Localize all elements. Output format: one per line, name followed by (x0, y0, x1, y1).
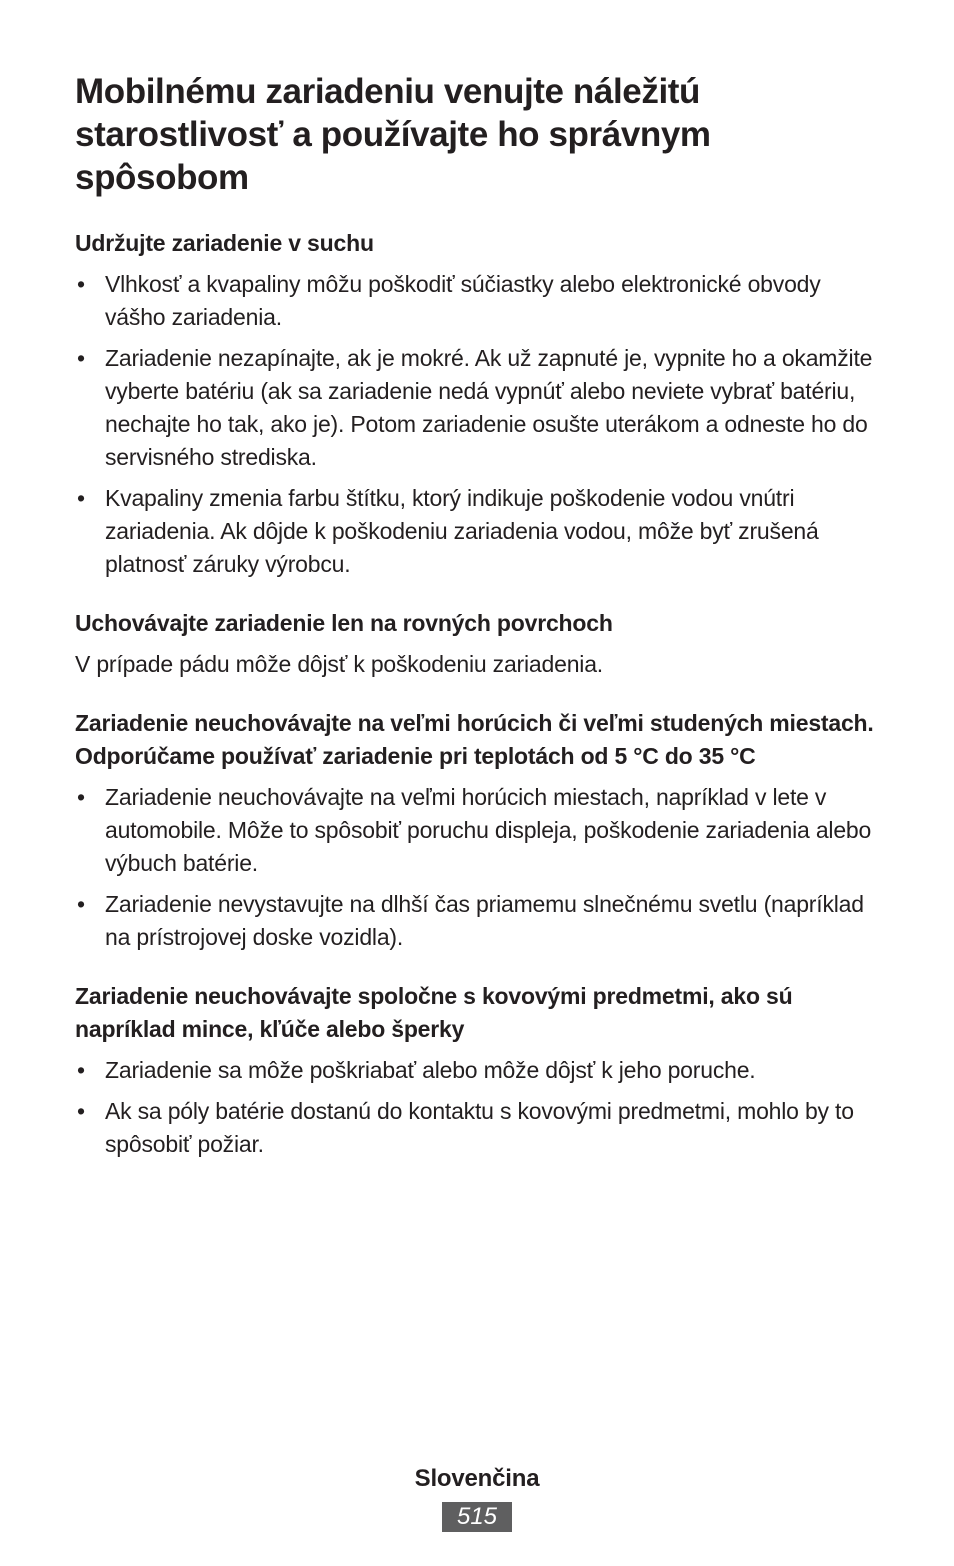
section-heading: Uchovávajte zariadenie len na rovných povrchoch (75, 610, 613, 636)
section-keep-dry (75, 227, 880, 581)
list-item-text: Vlhkosť a kvapaliny môžu poškodiť súčiastky alebo elektronické obvody vášho zariadenia. (105, 271, 821, 330)
list-item-text: Kvapaliny zmenia farbu štítku, ktorý indikuje poškodenie vodou vnútri zariadenia. Ak dôjde k poškodeniu zariadenia vodou, môže byť zrušená platnosť záruky výrobcu. (105, 485, 819, 577)
page-title: Mobilnému zariadeniu venujte náležitú starostlivosť a používajte ho správnym spôsobom (75, 72, 711, 197)
section-text: V prípade pádu môže dôjsť k poškodeniu zariadenia. (75, 651, 603, 677)
list-item-text: Zariadenie nevystavujte na dlhší čas priamemu slnečnému svetlu (napríklad na prístrojovej doske vozidla). (105, 891, 864, 950)
bullet-icon: • (77, 485, 85, 511)
bullet-list (75, 268, 880, 581)
section-flat-surfaces (75, 607, 880, 681)
page-content (75, 70, 880, 1161)
list-item-text: Zariadenie nezapínajte, ak je mokré. Ak už zapnuté je, vypnite ho a okamžite vyberte batériu (ak sa zariadenie nedá vypnúť alebo neviete vybrať batériu, nechajte ho tak, ako je). Potom zariadenie osušte uterákom a odneste ho do servisného strediska. (105, 345, 873, 470)
list-item (75, 482, 880, 581)
list-item (75, 268, 880, 334)
section-metal-objects (75, 980, 880, 1161)
bullet-list (75, 1054, 880, 1161)
page-footer (0, 1462, 954, 1532)
bullet-icon: • (77, 1057, 85, 1083)
list-item (75, 888, 880, 954)
bullet-icon: • (77, 784, 85, 810)
bullet-icon: • (77, 271, 85, 297)
section-heading: Zariadenie neuchovávajte spoločne s kovovými predmetmi, ako sú napríklad mince, kľúče alebo šperky (75, 983, 793, 1042)
list-item (75, 1054, 880, 1087)
section-heading: Zariadenie neuchovávajte na veľmi horúcich či veľmi studených miestach. Odporúčame používať zariadenie pri teplotách od 5 °C do 35 °C (75, 710, 874, 769)
bullet-icon: • (77, 345, 85, 371)
list-item (75, 781, 880, 880)
list-item-text: Ak sa póly batérie dostanú do kontaktu s kovovými predmetmi, mohlo by to spôsobiť požiar. (105, 1098, 854, 1157)
section-temperature (75, 707, 880, 954)
list-item-text: Zariadenie sa môže poškriabať alebo môže dôjsť k jeho poruche. (105, 1057, 756, 1083)
bullet-icon: • (77, 891, 85, 917)
list-item (75, 1095, 880, 1161)
footer-language: Slovenčina (414, 1465, 540, 1492)
bullet-icon: • (77, 1098, 85, 1124)
bullet-list (75, 781, 880, 954)
section-heading: Udržujte zariadenie v suchu (75, 230, 374, 256)
list-item (75, 342, 880, 474)
page-number: 515 (442, 1502, 512, 1532)
list-item-text: Zariadenie neuchovávajte na veľmi horúcich miestach, napríklad v lete v automobile. Môže to spôsobiť poruchu displeja, poškodenie zariadenia alebo výbuch batérie. (105, 784, 872, 876)
